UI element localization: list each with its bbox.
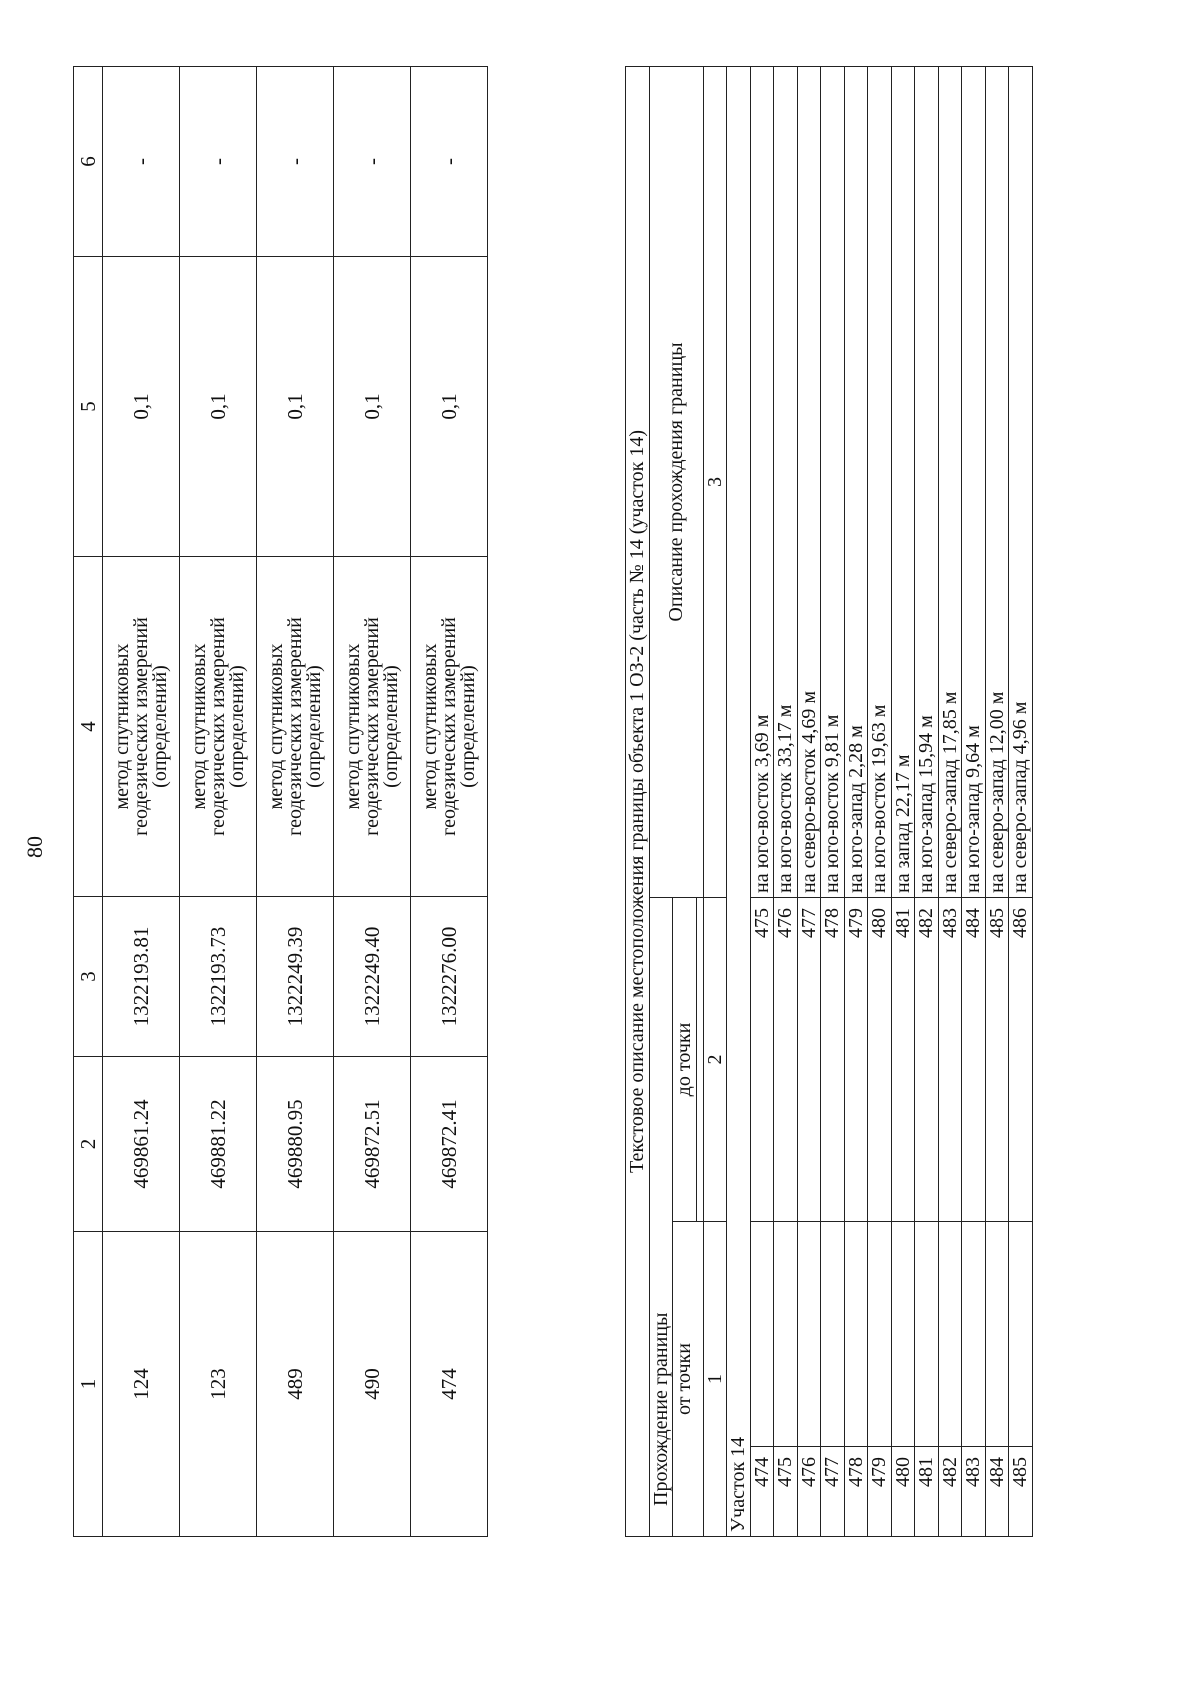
method-cell	[334, 557, 411, 897]
accuracy-cell: 0,1	[257, 257, 334, 557]
method-line: геодезических измерений	[360, 617, 383, 836]
from-point-cell: 484	[985, 1447, 1009, 1537]
table-row	[797, 66, 821, 1536]
table-row	[1009, 66, 1033, 1536]
note-cell: -	[411, 67, 488, 257]
spacer-cell	[868, 1222, 892, 1447]
to-point-cell: 478	[821, 898, 845, 1222]
method-cell	[180, 557, 257, 897]
from-point-cell: 479	[868, 1447, 892, 1537]
description-cell: на юго-восток 19,63 м	[868, 66, 892, 897]
method-line: (определений)	[456, 665, 479, 788]
point-cell: 474	[411, 1232, 488, 1537]
description-cell: на северо-восток 4,69 м	[797, 66, 821, 897]
to-point-cell: 485	[985, 898, 1009, 1222]
to-point-cell: 484	[962, 898, 986, 1222]
column-number-header: 5	[74, 257, 103, 557]
description-cell: на юго-запад 2,28 м	[844, 66, 868, 897]
to-point-cell: 483	[938, 898, 962, 1222]
description-cell: на юго-восток 9,81 м	[821, 66, 845, 897]
column-number-header: 2	[74, 1057, 103, 1232]
method-cell	[103, 557, 180, 897]
method-line: геодезических измерений	[283, 617, 306, 836]
description-header: Описание прохождения границы	[649, 66, 703, 897]
x-coordinate-cell: 469880.95	[257, 1057, 334, 1232]
note-cell: -	[334, 67, 411, 257]
method-line: геодезических измерений	[129, 617, 152, 836]
y-coordinate-cell: 1322193.81	[103, 897, 180, 1057]
to-point-cell: 479	[844, 898, 868, 1222]
method-line: метод спутниковых	[341, 643, 364, 810]
table-row	[257, 67, 334, 1537]
table-row	[985, 66, 1009, 1536]
note-cell: -	[257, 67, 334, 257]
to-point-cell: 480	[868, 898, 892, 1222]
table-row	[774, 66, 798, 1536]
method-line: метод спутниковых	[264, 643, 287, 810]
accuracy-cell: 0,1	[411, 257, 488, 557]
table-row	[411, 67, 488, 1537]
y-coordinate-cell: 1322276.00	[411, 897, 488, 1057]
spacer-cell	[821, 1222, 845, 1447]
point-cell: 489	[257, 1232, 334, 1537]
from-point-cell: 478	[844, 1447, 868, 1537]
column-number-header: 3	[74, 897, 103, 1057]
method-line: (определений)	[148, 665, 171, 788]
description-cell: на северо-запад 4,96 м	[1009, 66, 1033, 897]
table-row	[334, 67, 411, 1537]
x-coordinate-cell: 469872.51	[334, 1057, 411, 1232]
page-number: 80	[22, 836, 47, 858]
y-coordinate-cell: 1322249.39	[257, 897, 334, 1057]
spacer-cell	[915, 1222, 939, 1447]
x-coordinate-cell: 469861.24	[103, 1057, 180, 1232]
from-point-cell: 485	[1009, 1447, 1033, 1537]
method-line: геодезических измерений	[206, 617, 229, 836]
table-row	[103, 67, 180, 1537]
to-point-cell: 477	[797, 898, 821, 1222]
table-row	[938, 66, 962, 1536]
method-line: геодезических измерений	[437, 617, 460, 836]
column-number-header: 4	[74, 557, 103, 897]
from-point-cell: 483	[962, 1447, 986, 1537]
method-cell	[257, 557, 334, 897]
from-point-cell: 477	[821, 1447, 845, 1537]
description-cell: на северо-запад 17,85 м	[938, 66, 962, 897]
from-point-cell: 481	[915, 1447, 939, 1537]
note-cell: -	[103, 67, 180, 257]
description-cell: на запад 22,17 м	[891, 66, 915, 897]
from-point-cell: 476	[797, 1447, 821, 1537]
description-cell: на юго-запад 9,64 м	[962, 66, 986, 897]
table-row	[750, 66, 774, 1536]
from-point-cell: 480	[891, 1447, 915, 1537]
y-coordinate-cell: 1322249.40	[334, 897, 411, 1057]
table-row	[962, 66, 986, 1536]
to-point-cell: 476	[774, 898, 798, 1222]
method-line: метод спутниковых	[418, 643, 441, 810]
method-cell	[411, 557, 488, 897]
accuracy-cell: 0,1	[103, 257, 180, 557]
to-point-header: до точки	[673, 898, 697, 1222]
group-header: Прохождение границы	[649, 898, 673, 1537]
table-row	[844, 66, 868, 1536]
table-row	[868, 66, 892, 1536]
from-point-cell: 482	[938, 1447, 962, 1537]
point-cell: 490	[334, 1232, 411, 1537]
table-row	[821, 66, 845, 1536]
spacer-cell	[985, 1222, 1009, 1447]
point-cell: 123	[180, 1232, 257, 1537]
x-coordinate-cell: 469881.22	[180, 1057, 257, 1232]
accuracy-cell: 0,1	[334, 257, 411, 557]
table-row	[891, 66, 915, 1536]
method-line: (определений)	[302, 665, 325, 788]
from-point-header: от точки	[673, 1222, 704, 1537]
spacer-cell	[1009, 1222, 1033, 1447]
to-point-cell: 482	[915, 898, 939, 1222]
method-line: метод спутниковых	[187, 643, 210, 810]
column-number-header: 1	[74, 1232, 103, 1537]
method-line: (определений)	[225, 665, 248, 788]
method-line: метод спутниковых	[110, 643, 133, 810]
x-coordinate-cell: 469872.41	[411, 1057, 488, 1232]
header-row	[74, 67, 103, 1537]
coordinates-table	[73, 66, 488, 1537]
spacer-cell	[844, 1222, 868, 1447]
to-point-cell: 486	[1009, 898, 1033, 1222]
spacer-cell	[938, 1222, 962, 1447]
from-point-cell: 475	[774, 1447, 798, 1537]
section-label: Участок 14	[727, 66, 751, 1536]
table-row	[915, 66, 939, 1536]
col-number-3: 3	[703, 66, 727, 897]
accuracy-cell: 0,1	[180, 257, 257, 557]
spacer-cell	[774, 1222, 798, 1447]
spacer-cell	[750, 1222, 774, 1447]
table-title: Текстовое описание местоположения границы объекта 1 ОЗ-2 (часть № 14 (участок 14)	[626, 66, 650, 1536]
to-point-cell: 475	[750, 898, 774, 1222]
table-row	[180, 67, 257, 1537]
col-number-2: 2	[703, 898, 727, 1222]
method-line: (определений)	[379, 665, 402, 788]
description-cell: на юго-восток 3,69 м	[750, 66, 774, 897]
point-cell: 124	[103, 1232, 180, 1537]
boundary-description-table	[625, 66, 1033, 1537]
from-point-cell: 474	[750, 1447, 774, 1537]
note-cell: -	[180, 67, 257, 257]
description-cell: на юго-восток 33,17 м	[774, 66, 798, 897]
column-number-header: 6	[74, 67, 103, 257]
spacer-cell	[962, 1222, 986, 1447]
description-cell: на юго-запад 15,94 м	[915, 66, 939, 897]
to-point-cell: 481	[891, 898, 915, 1222]
spacer-cell	[797, 1222, 821, 1447]
spacer-cell	[891, 1222, 915, 1447]
col-number-1: 1	[703, 1222, 727, 1537]
description-cell: на северо-запад 12,00 м	[985, 66, 1009, 897]
y-coordinate-cell: 1322193.73	[180, 897, 257, 1057]
